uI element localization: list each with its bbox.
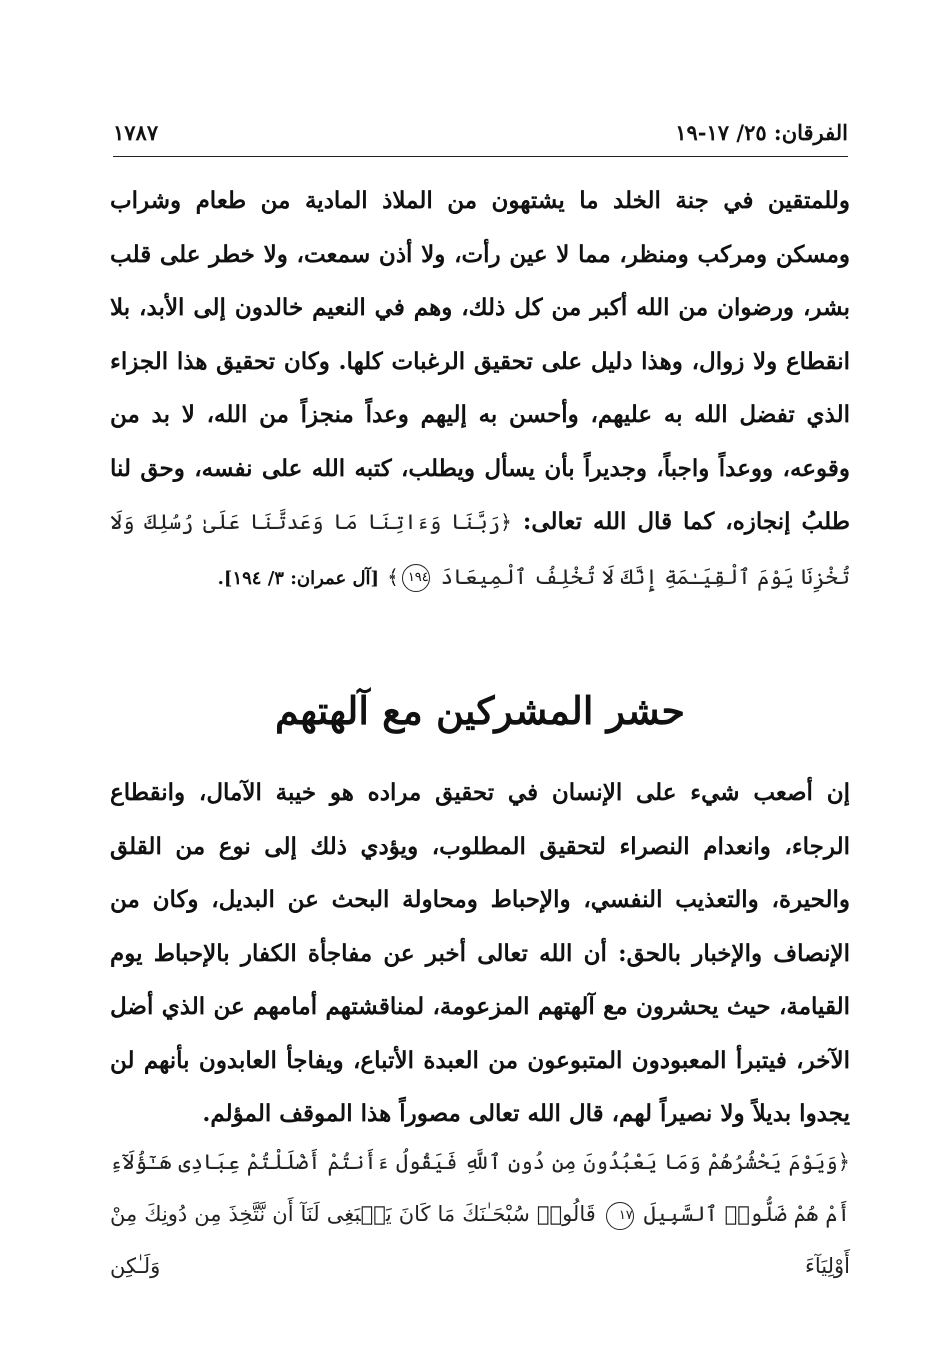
section-heading: حشر المشركين مع آلهتهم [274, 688, 685, 733]
quran-verse-part2: قَالُوا۟ سُبْحَـٰنَكَ مَا كَانَ يَنۢبَغِى لَنَآ أَن نَّتَّخِذَ مِن دُونِكَ مِنْ أَوْلِيَآءَ وَلَـٰكِن [110, 1202, 850, 1278]
verse-close-bracket: ﴾ [387, 564, 399, 589]
verse-open-bracket: ﴿ [500, 510, 512, 534]
page-number: ١٧٨٧ [113, 120, 159, 145]
paragraph-gathering-of-polytheists [110, 766, 850, 1141]
verse-citation: [آل عمران: ٣/ ١٩٤]. [217, 567, 380, 589]
verse-open-bracket: ﴿ [837, 1150, 850, 1174]
page-header [113, 112, 848, 157]
paragraph-text: وللمتقين في جنة الخلد ما يشتهون من الملاذ المادية من طعام وشراب ومسكن ومركب ومنظر، مما لا عين رأت، ولا أذن سمعت، ولا خطر على قلب بشر، ورضوان من الله أكبر من كل ذلك، وهم في النعيم خالدون إلى الأبد، بلا انقطاع ولا زوال، وهذا دليل على تحقيق الرغبات كلها. وكان تحقيق هذا الجزاء الذي تفضل الله به عليهم، وأحسن به إليهم وعداً منجزاً من الله، لا بد من وقوعه، ووعداً واجباً، وجديراً بأن يسأل ويطلب، كتبه الله على نفسه، وحق لنا طلبُ إنجازه، كما قال الله تعالى: [110, 187, 851, 535]
ayah-number-marker: ١٧ [606, 1202, 634, 1230]
paragraph-reward-of-pious [110, 174, 850, 605]
paragraph-text: إن أصعب شيء على الإنسان في تحقيق مراده هو خيبة الآمال، وانقطاع الرجاء، وانعدام النصراء لتحقيق المطلوب، ويؤدي ذلك إلى نوع من القلق والحيرة، والتعذيب النفسي، والإحباط ومحاولة البحث عن البديل، وكان من الإنصاف والإخبار بالحق: أن الله تعالى أخبر عن مفاجأة الكفار بالإحباط يوم القيامة، حيث يحشرون مع آلهتهم المزعومة، لمناقشتهم أمامهم عن الذي أضل الآخر، فيتبرأ المعبودون المتبوعون من العبدة الأتباع، ويفاجأ العابدون بأنهم لن يجدوا بديلاً ولا نصيراً لهم، قال الله تعالى مصوراً هذا الموقف المؤلم. [110, 779, 850, 1127]
surah-reference: الفرقان: ٢٥/ ١٧-١٩ [675, 120, 848, 145]
quran-verse-part1: وَيَوْمَ يَحْشُرُهُمْ وَمَا يَعْبُدُونَ مِن دُونِ ٱللَّهِ فَيَقُولُ ءَأَنتُمْ أَضْلَلْتُمْ عِبَادِى هَـٰٓؤُلَآءِ أَمْ هُمْ ضَلُّوا۟ ٱلسَّبِيلَ [110, 1150, 850, 1226]
quran-verse: رَبَّنَا وَءَاتِنَا مَا وَعَدتَّنَا عَلَىٰ رُسُلِكَ وَلَا تُخْزِنَا يَوْمَ ٱلْقِيَـٰمَةِ إِنَّكَ لَا تُخْلِفُ ٱلْمِيعَادَ [110, 510, 850, 589]
quran-quote-block [110, 1136, 850, 1292]
ayah-number-marker: ١٩٤ [402, 564, 430, 592]
